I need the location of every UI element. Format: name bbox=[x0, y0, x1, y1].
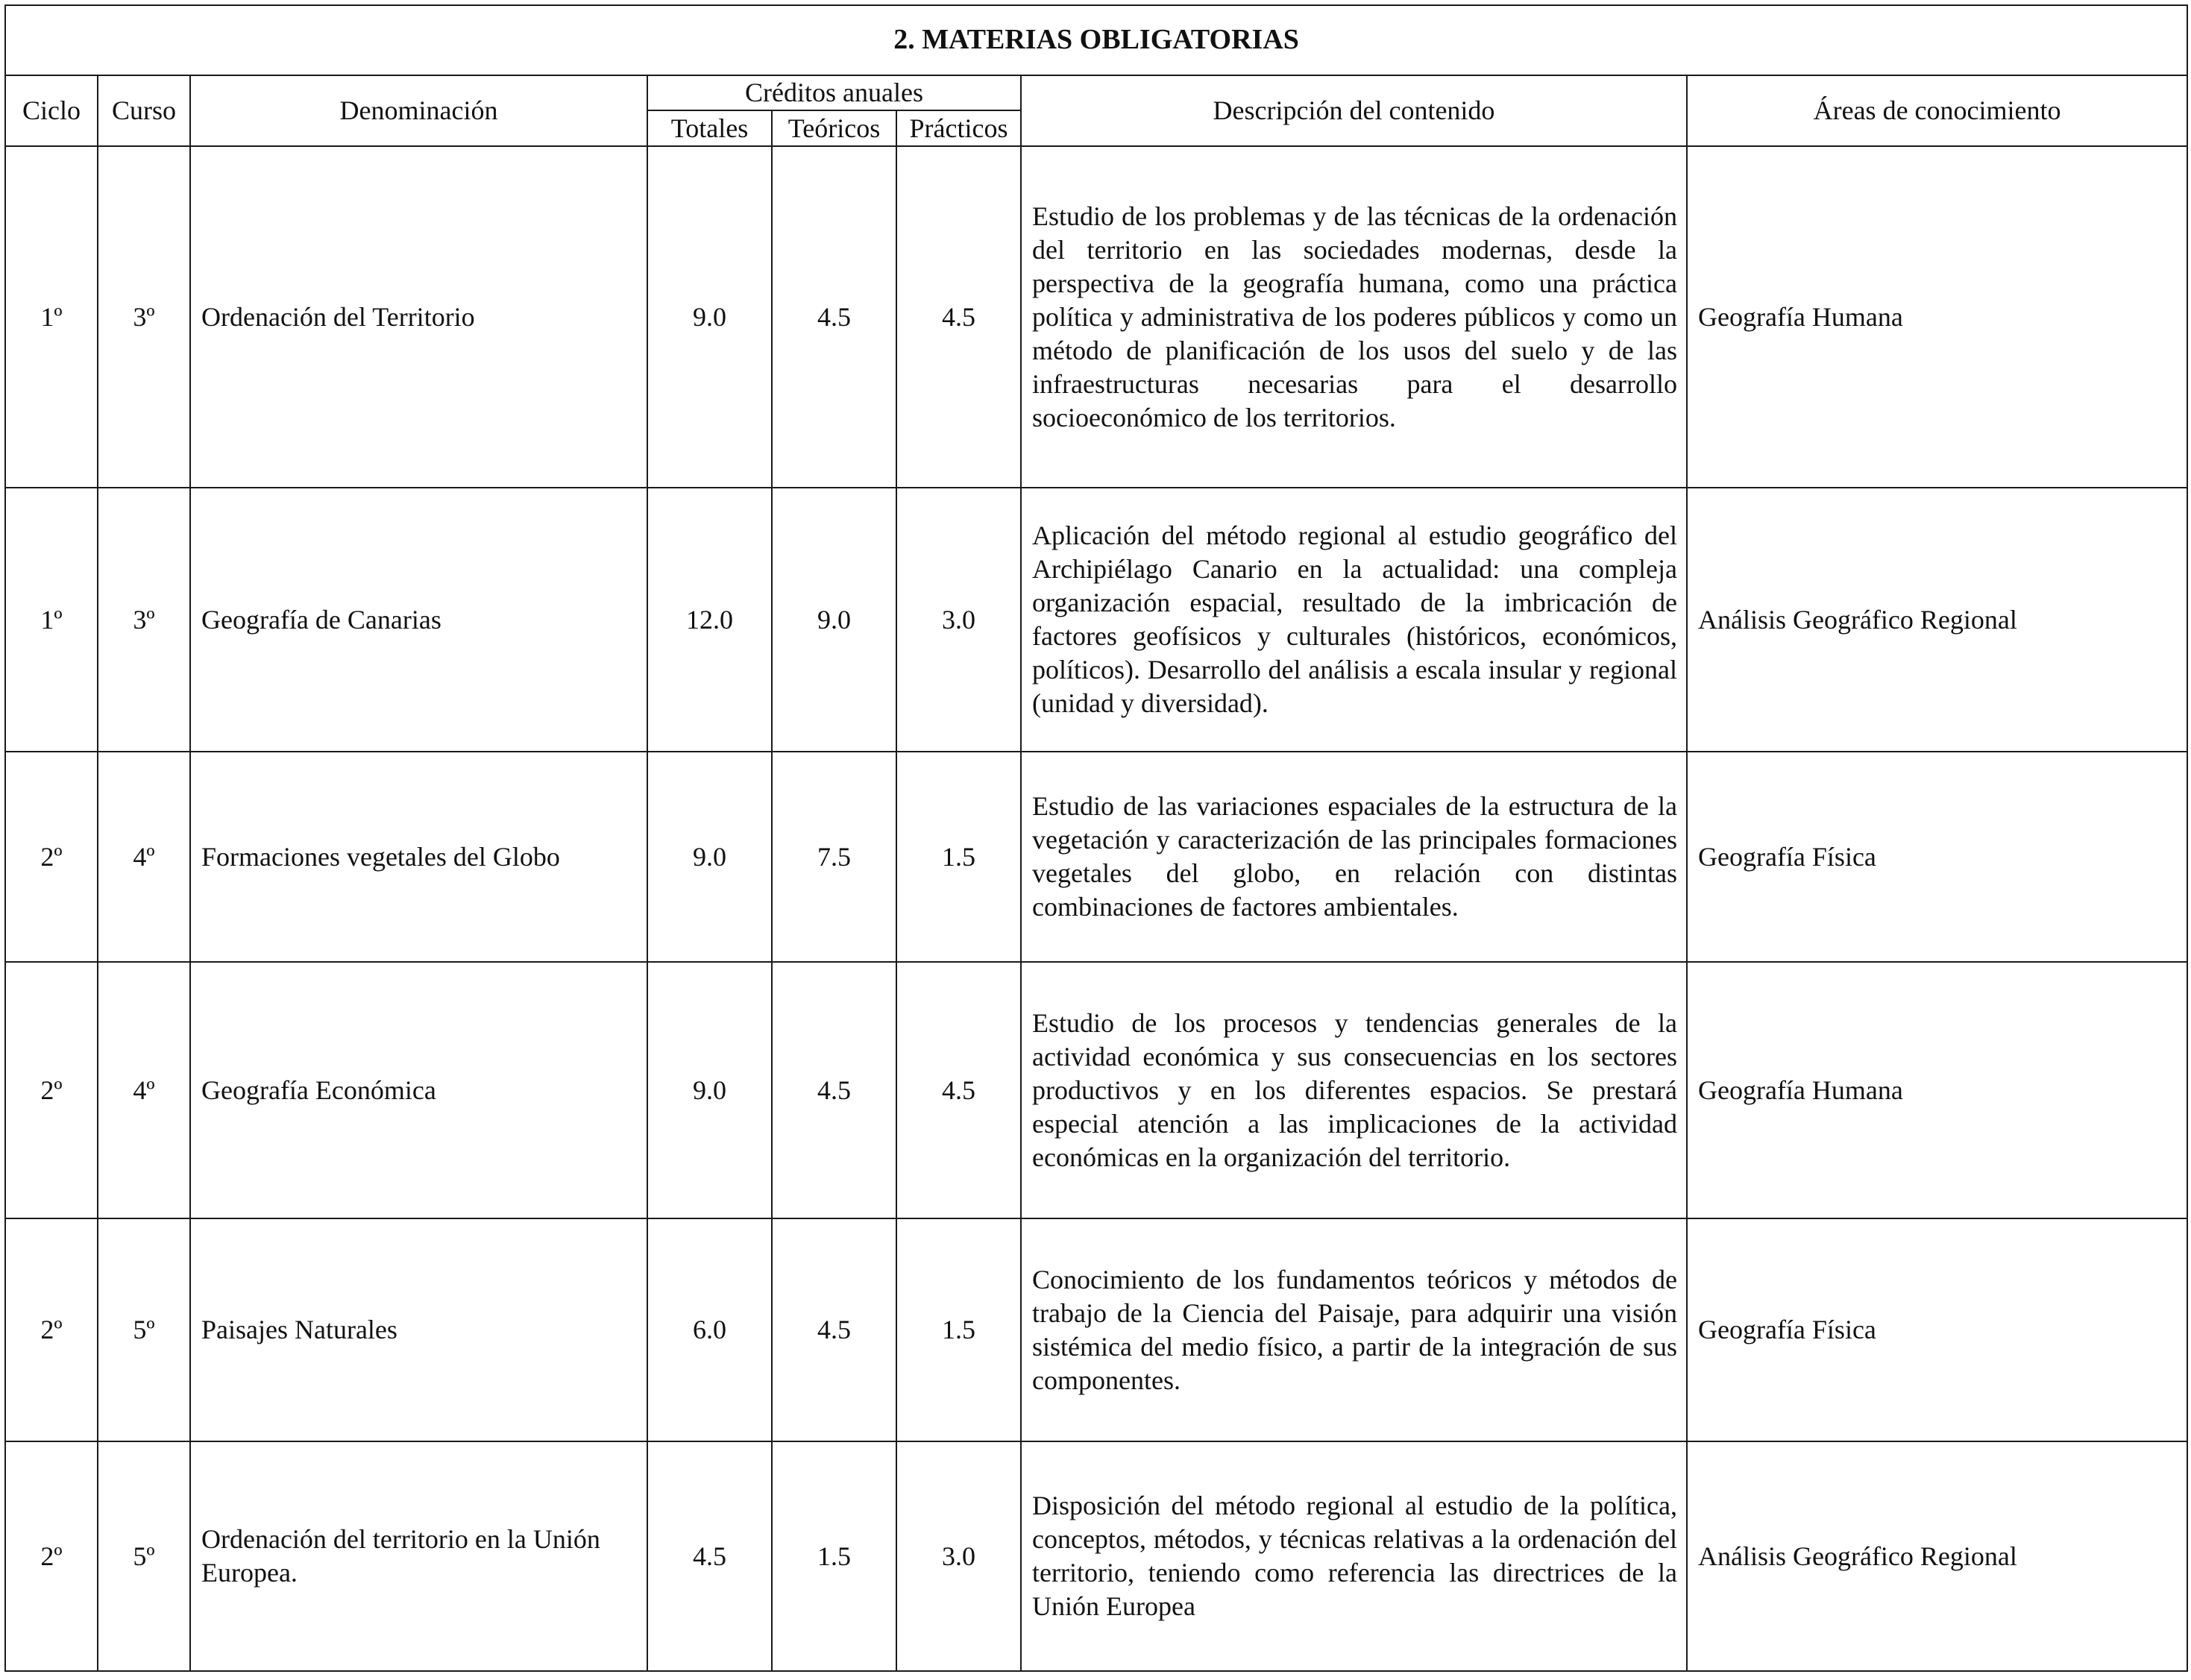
cell-teoricos: 7.5 bbox=[772, 752, 896, 962]
cell-totales: 9.0 bbox=[647, 752, 772, 962]
cell-practicos: 4.5 bbox=[896, 962, 1021, 1218]
header-teoricos: Teóricos bbox=[772, 110, 896, 146]
cell-teoricos: 9.0 bbox=[772, 488, 896, 752]
cell-descripcion: Estudio de los problemas y de las técnicas de la ordenación del territorio en las sociedades modernas, desde la perspectiva de la geografía humana, como una práctica política y administrativa de los poderes públicos y como un método de planificación de los usos del suelo y de las infraestructuras necesarias para el desarrollo socioeconómico de los territorios. bbox=[1021, 146, 1687, 488]
header-totales: Totales bbox=[647, 110, 772, 146]
cell-totales: 12.0 bbox=[647, 488, 772, 752]
cell-curso: 4º bbox=[98, 962, 190, 1218]
cell-ciclo: 1º bbox=[5, 488, 98, 752]
cell-totales: 4.5 bbox=[647, 1441, 772, 1671]
table-row bbox=[5, 1218, 2187, 1441]
cell-ciclo: 2º bbox=[5, 962, 98, 1218]
cell-ciclo: 2º bbox=[5, 1218, 98, 1441]
cell-descripcion: Disposición del método regional al estudio de la política, conceptos, métodos, y técnicas relativas a la ordenación del territorio, teniendo como referencia las directrices de la Unión Europea bbox=[1021, 1441, 1687, 1671]
cell-totales: 6.0 bbox=[647, 1218, 772, 1441]
cell-teoricos: 1.5 bbox=[772, 1441, 896, 1671]
table-title: 2. MATERIAS OBLIGATORIAS bbox=[5, 5, 2187, 75]
cell-practicos: 1.5 bbox=[896, 1218, 1021, 1441]
cell-denominacion: Ordenación del territorio en la Unión Europea. bbox=[190, 1441, 647, 1671]
cell-denominacion: Paisajes Naturales bbox=[190, 1218, 647, 1441]
cell-teoricos: 4.5 bbox=[772, 1218, 896, 1441]
cell-descripcion: Aplicación del método regional al estudio geográfico del Archipiélago Canario en la actualidad: una compleja organización espacial, resultado de la imbricación de factores geofísicos y culturales (históricos, económicos, políticos). Desarrollo del análisis a escala insular y regional (unidad y diversidad). bbox=[1021, 488, 1687, 752]
header-ciclo: Ciclo bbox=[5, 75, 98, 146]
cell-totales: 9.0 bbox=[647, 146, 772, 488]
cell-denominacion: Ordenación del Territorio bbox=[190, 146, 647, 488]
cell-area: Geografía Humana bbox=[1687, 146, 2187, 488]
cell-curso: 3º bbox=[98, 146, 190, 488]
cell-ciclo: 2º bbox=[5, 1441, 98, 1671]
cell-descripcion: Estudio de las variaciones espaciales de la estructura de la vegetación y caracterización de las principales formaciones vegetales del globo, en relación con distintas combinaciones de factores ambientales. bbox=[1021, 752, 1687, 962]
cell-teoricos: 4.5 bbox=[772, 146, 896, 488]
cell-ciclo: 2º bbox=[5, 752, 98, 962]
header-creditos-anuales: Créditos anuales bbox=[647, 75, 1021, 110]
materias-table bbox=[4, 4, 2188, 1672]
cell-denominacion: Geografía de Canarias bbox=[190, 488, 647, 752]
cell-ciclo: 1º bbox=[5, 146, 98, 488]
cell-area: Análisis Geográfico Regional bbox=[1687, 1441, 2187, 1671]
cell-denominacion: Formaciones vegetales del Globo bbox=[190, 752, 647, 962]
cell-practicos: 4.5 bbox=[896, 146, 1021, 488]
header-denominacion: Denominación bbox=[190, 75, 647, 146]
cell-practicos: 1.5 bbox=[896, 752, 1021, 962]
cell-totales: 9.0 bbox=[647, 962, 772, 1218]
table-row bbox=[5, 146, 2187, 488]
header-practicos: Prácticos bbox=[896, 110, 1021, 146]
cell-curso: 3º bbox=[98, 488, 190, 752]
cell-practicos: 3.0 bbox=[896, 488, 1021, 752]
table-row bbox=[5, 752, 2187, 962]
cell-descripcion: Estudio de los procesos y tendencias generales de la actividad económica y sus consecuencias en los sectores productivos y en los diferentes espacios. Se prestará especial atención a las implicaciones de la actividad económicas en la organización del territorio. bbox=[1021, 962, 1687, 1218]
cell-descripcion: Conocimiento de los fundamentos teóricos y métodos de trabajo de la Ciencia del Paisaje, para adquirir una visión sistémica del medio físico, a partir de la integración de sus componentes. bbox=[1021, 1218, 1687, 1441]
table-row bbox=[5, 488, 2187, 752]
cell-area: Geografía Humana bbox=[1687, 962, 2187, 1218]
cell-teoricos: 4.5 bbox=[772, 962, 896, 1218]
cell-curso: 4º bbox=[98, 752, 190, 962]
table-row bbox=[5, 962, 2187, 1218]
cell-area: Geografía Física bbox=[1687, 752, 2187, 962]
header-descripcion: Descripción del contenido bbox=[1021, 75, 1687, 146]
header-curso: Curso bbox=[98, 75, 190, 146]
header-areas: Áreas de conocimiento bbox=[1687, 75, 2187, 146]
cell-practicos: 3.0 bbox=[896, 1441, 1021, 1671]
cell-area: Geografía Física bbox=[1687, 1218, 2187, 1441]
cell-denominacion: Geografía Económica bbox=[190, 962, 647, 1218]
table-row bbox=[5, 1441, 2187, 1671]
cell-curso: 5º bbox=[98, 1218, 190, 1441]
cell-curso: 5º bbox=[98, 1441, 190, 1671]
cell-area: Análisis Geográfico Regional bbox=[1687, 488, 2187, 752]
